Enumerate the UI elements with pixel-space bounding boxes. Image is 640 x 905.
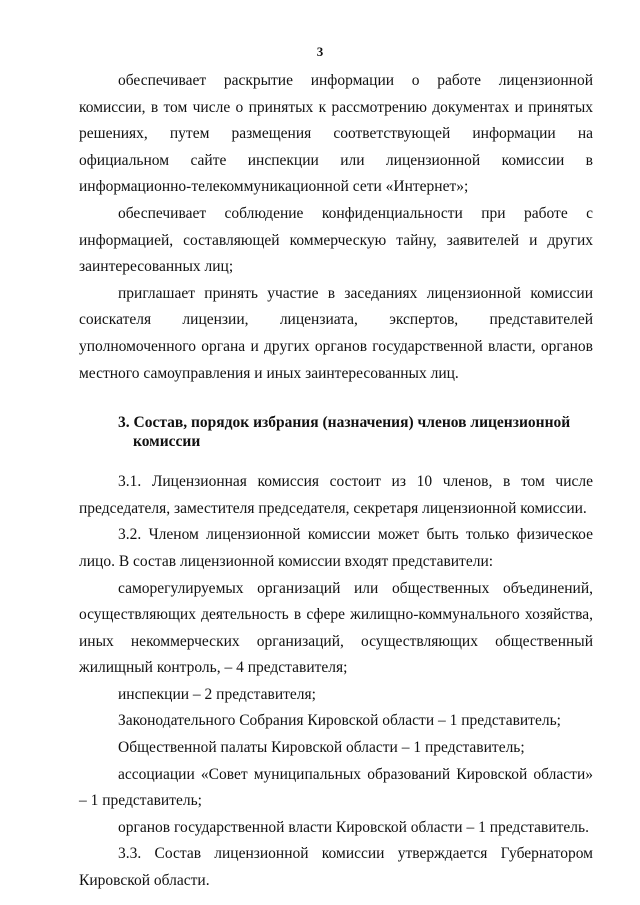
paragraph-invites: приглашает принять участие в заседаниях лицензионной комиссии соискателя лицензии, лицензиата, экспертов, представителей уполномоченного органа и других органов государственной власти, органов местного самоуправления и иных заинтересованных лиц. xyxy=(79,284,593,382)
paragraph-confidentiality: обеспечивает соблюдение конфиденциальности при работе с информацией, составляющей коммерческую тайну, заявителей и других заинтересованных лиц; xyxy=(79,204,593,276)
paragraph-info-disclosure: обеспечивает раскрытие информации о работе лицензионной комиссии, в том числе о принятых к рассмотрению документах и принятых решениях, путем размещения соответствующей информации на официальном сайте инспекции или лицензионной комиссии в информационно-телекоммуникационной сети «Интернет»; xyxy=(79,72,593,196)
paragraph-municipal-association: ассоциации «Совет муниципальных образований Кировской области» – 1 представитель; xyxy=(79,765,593,810)
paragraph-3-2: 3.2. Членом лицензионной комиссии может быть только физическое лицо. В состав лицензионной комиссии входят представители: xyxy=(79,526,593,570)
section-heading-line2: комиссии xyxy=(133,433,201,451)
paragraph-3-1: 3.1. Лицензионная комиссия состоит из 10 членов, в том числе председателя, заместителя председателя, секретаря лицензионной комиссии. xyxy=(79,473,593,517)
paragraph-sro: саморегулируемых организаций или общественных объединений, осуществляющих деятельность в сфере жилищно-коммунального хозяйства, иных некоммерческих организаций, осуществляющих общественный жилищный контроль, – 4 представителя; xyxy=(79,579,593,677)
document-body xyxy=(79,68,593,895)
paragraph-inspection: инспекции – 2 представителя; xyxy=(118,685,316,703)
paragraph-3-3: 3.3. Состав лицензионной комиссии утверждается Губернатором Кировской области. xyxy=(79,845,593,890)
paragraph-state-authorities: органов государственной власти Кировской области – 1 представитель. xyxy=(118,818,589,836)
paragraph-public-chamber: Общественной палаты Кировской области – 1 представитель; xyxy=(118,739,525,757)
section-heading-line1: 3. Состав, порядок избрания (назначения) членов лицензионной xyxy=(118,414,571,432)
page-number: 3 xyxy=(316,44,324,59)
paragraph-legislative-assembly: Законодательного Собрания Кировской области – 1 представитель; xyxy=(118,712,561,730)
section-heading xyxy=(79,413,593,451)
